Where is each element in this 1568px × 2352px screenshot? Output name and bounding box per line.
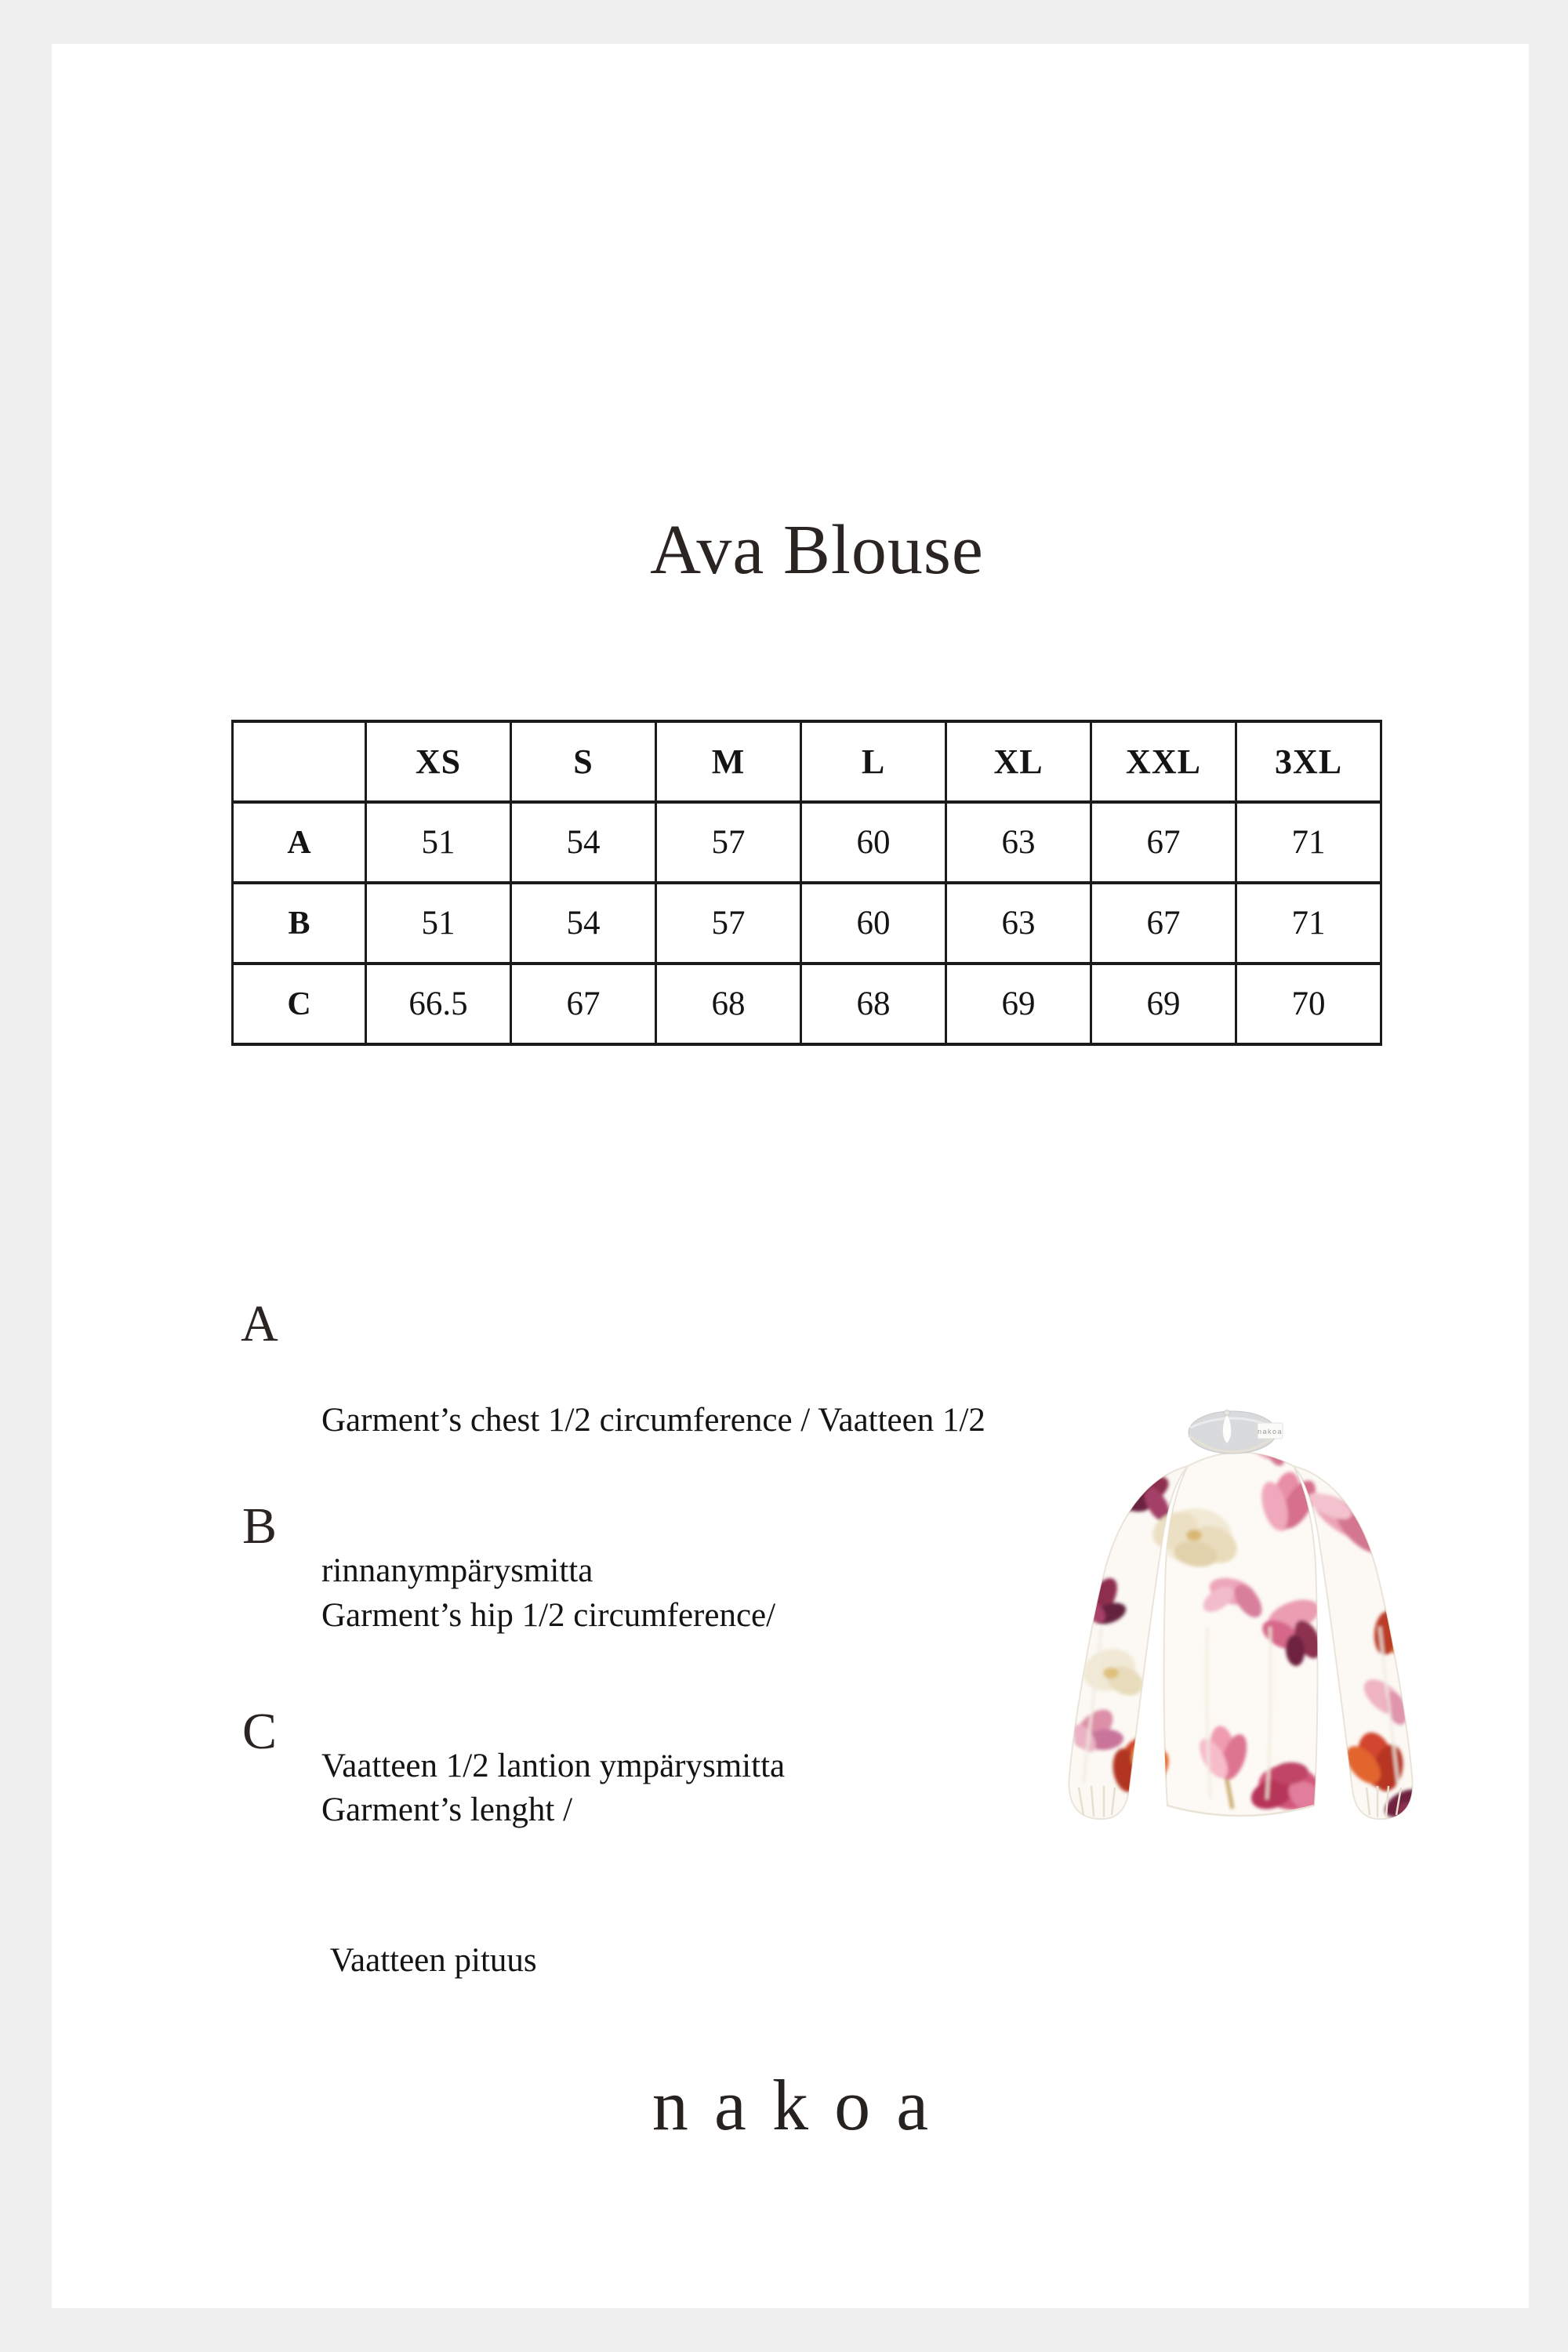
- size-col-xs: XS: [366, 721, 511, 802]
- value-a-xxl: 67: [1091, 802, 1236, 883]
- measure-description-c-line1: Garment’s lenght /: [321, 1791, 573, 1828]
- size-col-3xl: 3XL: [1236, 721, 1381, 802]
- value-c-xxl: 69: [1091, 964, 1236, 1044]
- size-guide-card: [52, 44, 1529, 2308]
- size-col-xxl: XXL: [1091, 721, 1236, 802]
- row-label-c: C: [233, 964, 366, 1044]
- value-c-xl: 69: [946, 964, 1091, 1044]
- measure-description-a-line2: rinnanympärysmitta: [321, 1552, 593, 1589]
- row-label-a: A: [233, 802, 366, 883]
- value-a-3xl: 71: [1236, 802, 1381, 883]
- measure-description-b-line1: Garment’s hip 1/2 circumference/: [321, 1597, 776, 1634]
- value-b-xl: 63: [946, 883, 1091, 964]
- row-label-b: B: [233, 883, 366, 964]
- size-table: [231, 720, 1382, 1046]
- measure-description-c: [321, 1685, 1090, 2086]
- table-row-a: [233, 802, 1381, 883]
- svg-text:nakoa: nakoa: [1257, 1428, 1283, 1436]
- size-col-s: S: [511, 721, 656, 802]
- value-b-s: 54: [511, 883, 656, 964]
- brand-logo: nakoa: [652, 2065, 955, 2145]
- measure-letter-c: C: [241, 1703, 278, 1760]
- table-row-b: [233, 883, 1381, 964]
- value-b-m: 57: [656, 883, 801, 964]
- value-a-xs: 51: [366, 802, 511, 883]
- measure-description-a-line1: Garment’s chest 1/2 circumference / Vaatteen 1/2: [321, 1402, 985, 1439]
- value-c-xs: 66.5: [366, 964, 511, 1044]
- measure-letter-b: B: [241, 1497, 278, 1555]
- value-b-xxl: 67: [1091, 883, 1236, 964]
- value-c-s: 67: [511, 964, 656, 1044]
- value-c-3xl: 70: [1236, 964, 1381, 1044]
- value-c-l: 68: [801, 964, 946, 1044]
- value-c-m: 68: [656, 964, 801, 1044]
- size-table-header-row: [233, 721, 1381, 802]
- measure-description-c-line2: Vaatteen pituus: [321, 1942, 537, 1979]
- value-a-xl: 63: [946, 802, 1091, 883]
- value-b-xs: 51: [366, 883, 511, 964]
- value-b-l: 60: [801, 883, 946, 964]
- value-b-3xl: 71: [1236, 883, 1381, 964]
- value-a-l: 60: [801, 802, 946, 883]
- table-row-c: [233, 964, 1381, 1044]
- collar-button: [1225, 1410, 1230, 1416]
- size-col-l: L: [801, 721, 946, 802]
- page-title: Ava Blouse: [650, 511, 984, 590]
- measure-description-b-line2: Vaatteen 1/2 lantion ympärysmitta: [321, 1748, 786, 1784]
- value-a-s: 54: [511, 802, 656, 883]
- neckline: [1189, 1410, 1283, 1454]
- product-photo: [1027, 1392, 1454, 1823]
- size-table-corner-cell: [233, 721, 366, 802]
- collar-brand-label: [1258, 1423, 1283, 1439]
- size-col-xl: XL: [946, 721, 1091, 802]
- value-a-m: 57: [656, 802, 801, 883]
- size-col-m: M: [656, 721, 801, 802]
- measure-letter-a: A: [241, 1295, 278, 1352]
